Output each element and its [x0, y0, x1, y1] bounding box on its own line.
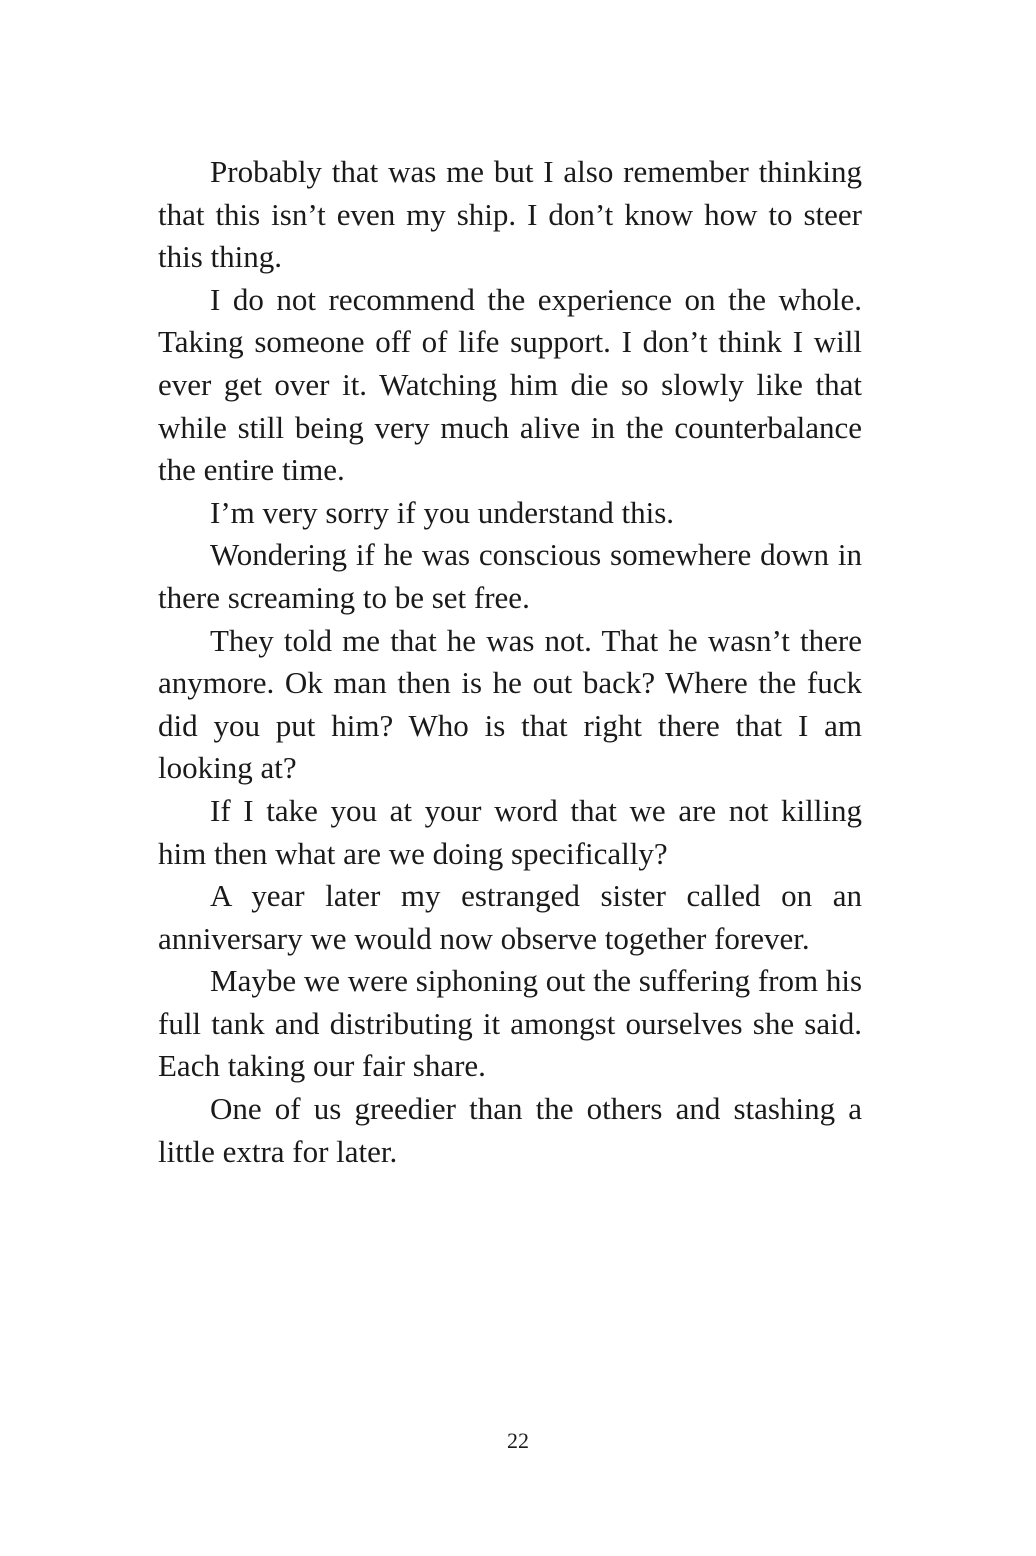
paragraph: A year later my estranged sister called on an anniversary we would now observe together forever. — [158, 878, 862, 956]
paragraph: I do not recommend the experience on the whole. Taking someone off of life support. I don’t think I will ever get over it. Watching him die so slowly like that while still being very much alive in the counterbalance the entire time. — [158, 281, 862, 488]
paragraph: Wondering if he was conscious somewhere down in there screaming to be set free. — [158, 537, 862, 615]
paragraph: If I take you at your word that we are not killing him then what are we doing specifically? — [158, 792, 862, 871]
page-number: 22 — [507, 1428, 529, 1453]
paragraph: Probably that was me but I also remember thinking that this isn’t even my ship. I don’t know how to steer this thing. — [158, 154, 862, 275]
paragraph: One of us greedier than the others and stashing a little extra for later. — [158, 1091, 862, 1169]
body-text — [158, 151, 862, 1173]
paragraph: They told me that he was not. That he wasn’t there anymore. Ok man then is he out back? Where the fuck did you put him? Who is that right there that I am looking at? — [158, 622, 862, 786]
paragraph: I’m very sorry if you understand this. — [210, 494, 675, 530]
paragraph: Maybe we were siphoning out the suffering from his full tank and distributing it amongst ourselves she said. Each taking our fair share. — [158, 963, 863, 1084]
